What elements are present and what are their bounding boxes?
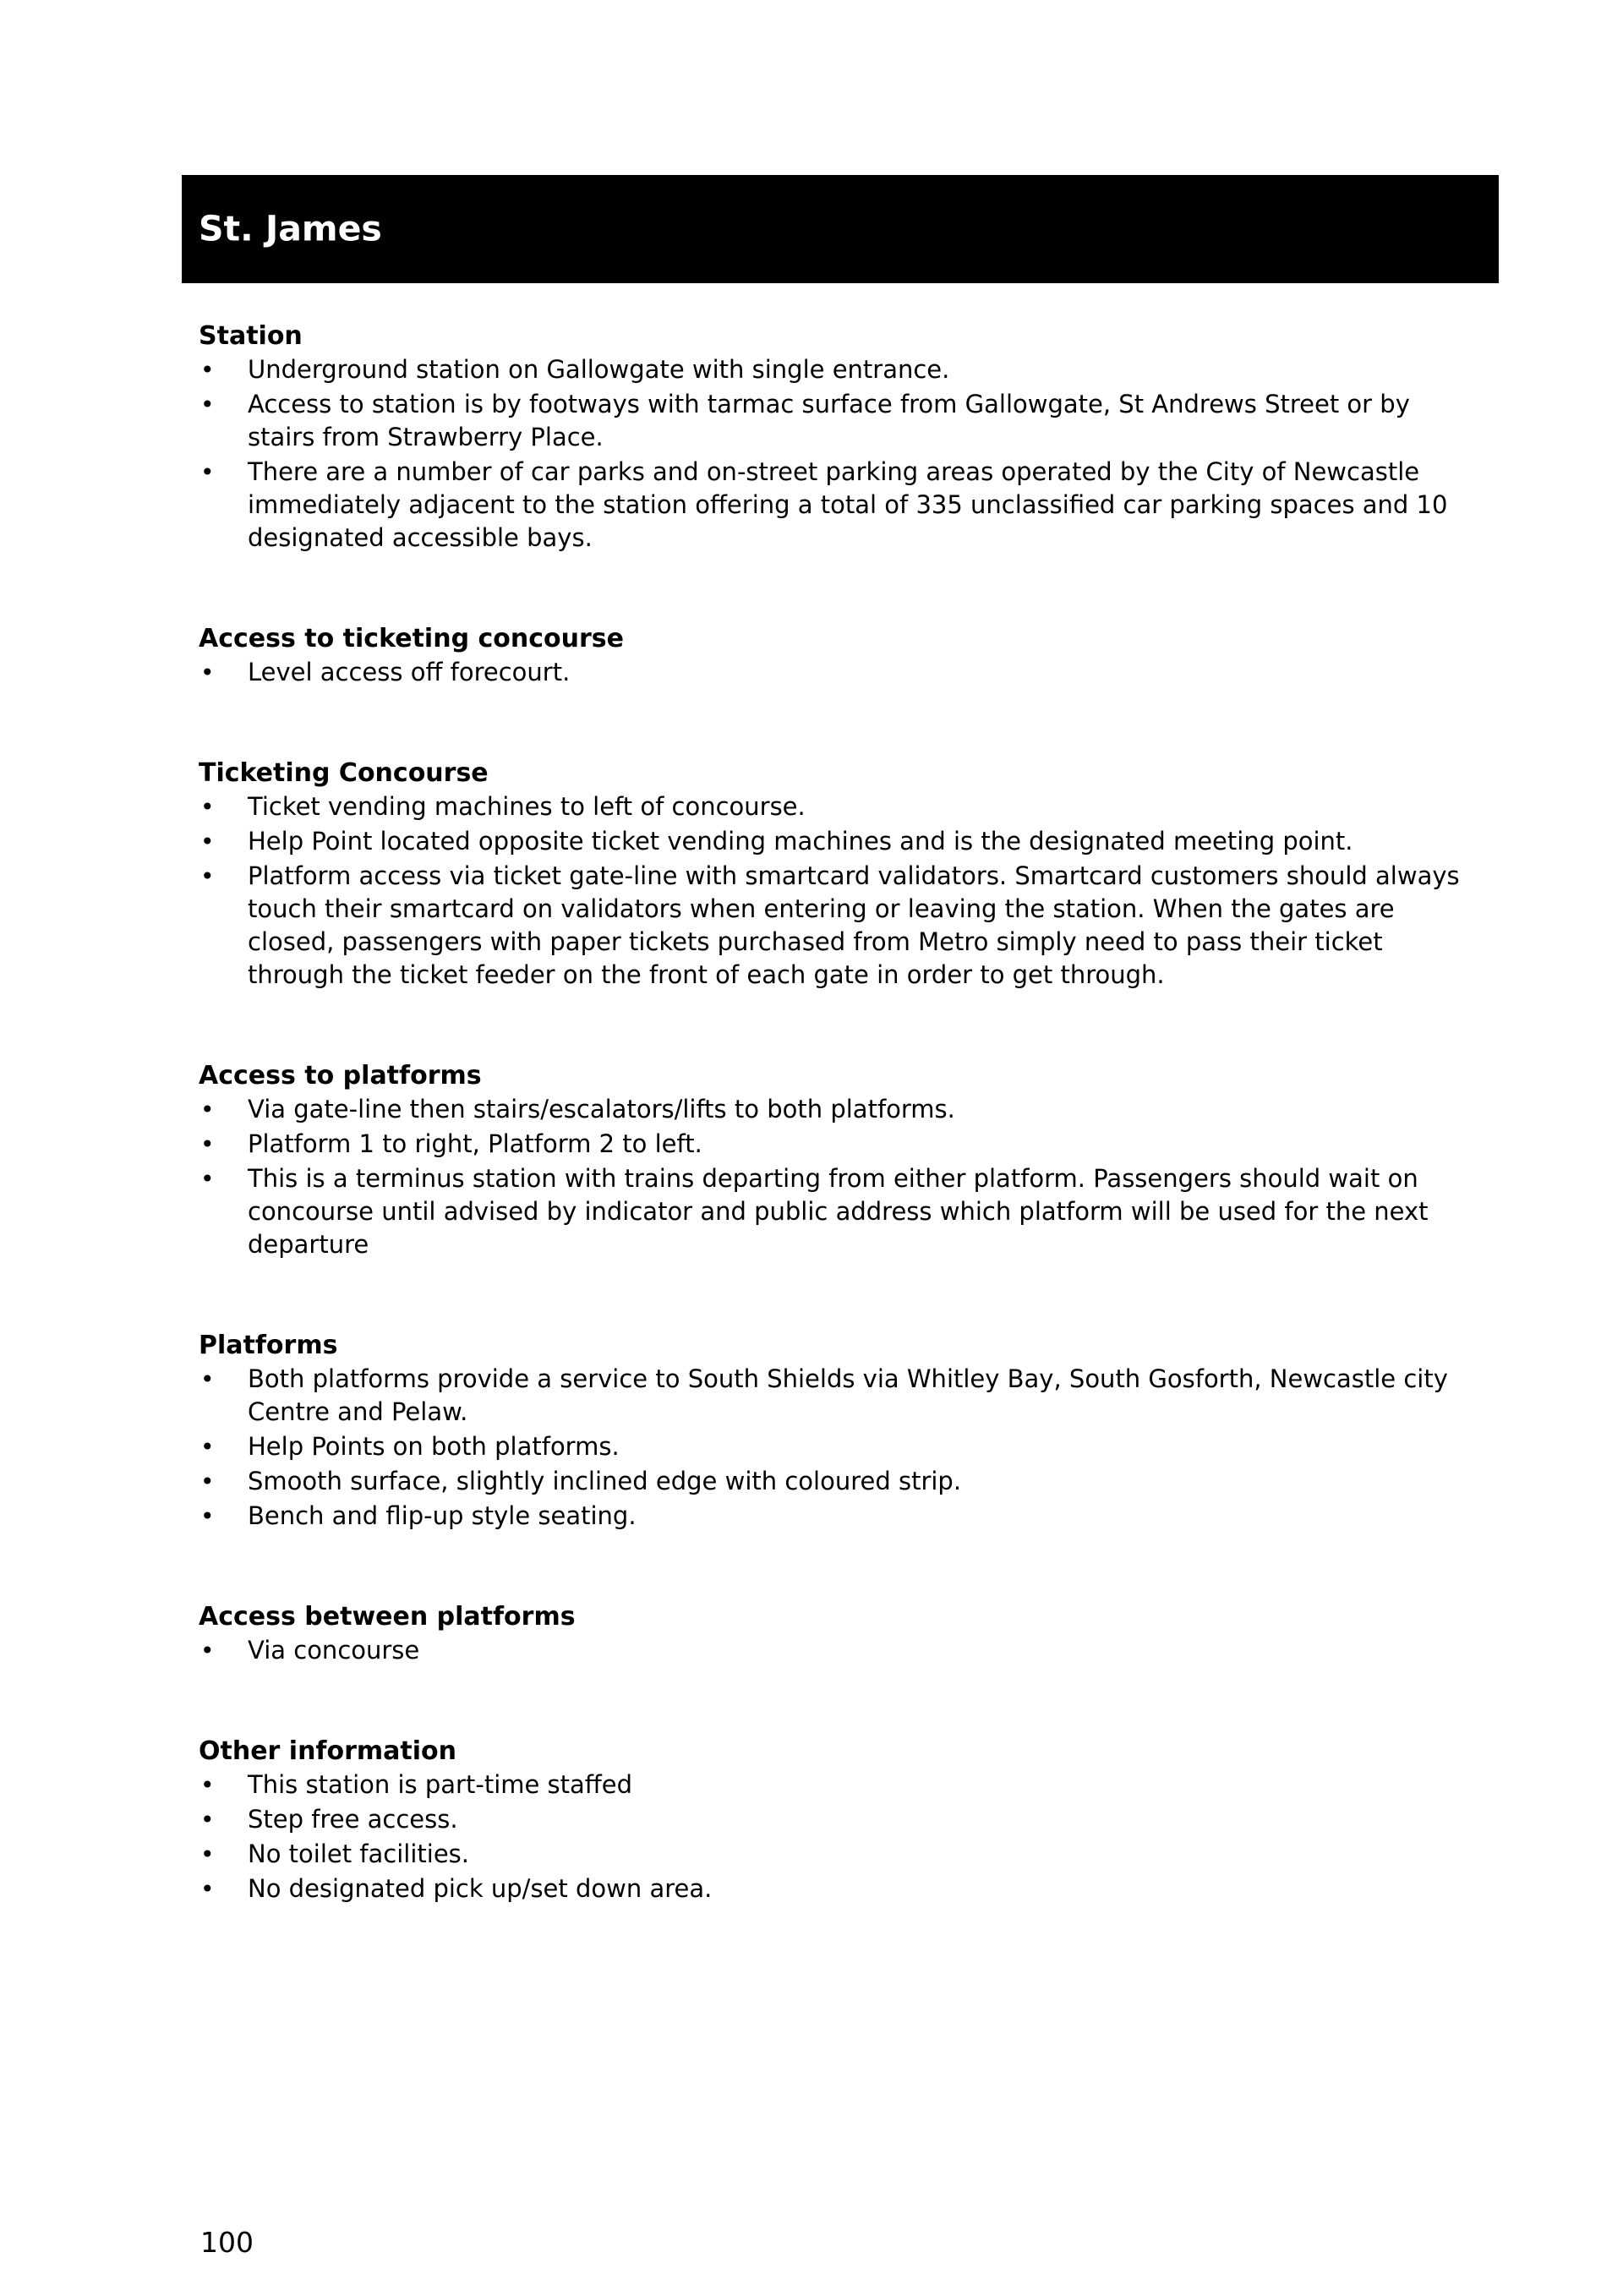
list-item: • Smooth surface, slightly inclined edge with coloured strip.: [199, 1465, 1484, 1498]
section-access-to-platforms: [199, 1059, 1484, 1261]
section-other-information: [199, 1735, 1484, 1905]
section-platforms: [199, 1329, 1484, 1533]
bullet-list: [199, 656, 1484, 689]
bullet-list: [199, 1768, 1484, 1905]
list-item: • Step free access.: [199, 1803, 1484, 1836]
document-body: [199, 320, 1484, 1973]
bullet-list: [199, 1363, 1484, 1533]
list-item: • This is a terminus station with trains departing from either platform. Passengers should wait on concourse until advised by indicator and public address which platform will be used for the next departure: [199, 1162, 1484, 1261]
list-item: • Underground station on Gallowgate with single entrance.: [199, 353, 1484, 386]
list-item: • This station is part-time staffed: [199, 1768, 1484, 1801]
list-item: • Access to station is by footways with tarmac surface from Gallowgate, St Andrews Street or by stairs from Strawberry Place.: [199, 388, 1484, 454]
section-heading: Access to platforms: [199, 1061, 482, 1091]
bullet-list: [199, 790, 1484, 992]
list-item: • Help Points on both platforms.: [199, 1430, 1484, 1463]
list-item: • Platform access via ticket gate-line with smartcard validators. Smartcard customers should always touch their smartcard on validators when entering or leaving the station. When the gates are closed, passengers with paper tickets purchased from Metro simply need to pass their ticket through the ticket feeder on the front of each gate in order to get through.: [199, 860, 1484, 992]
page-title: St. James: [199, 208, 382, 249]
list-item: • Ticket vending machines to left of concourse.: [199, 790, 1484, 823]
page-number: 100: [200, 2226, 254, 2259]
list-item: • Via gate-line then stairs/escalators/lifts to both platforms.: [199, 1093, 1484, 1126]
list-item: • Bench and flip-up style seating.: [199, 1500, 1484, 1533]
bullet-list: [199, 353, 1484, 555]
section-ticketing-concourse: [199, 757, 1484, 992]
title-bar: [182, 175, 1499, 283]
list-item: • No toilet facilities.: [199, 1838, 1484, 1871]
section-access-to-ticketing-concourse: [199, 622, 1484, 689]
list-item: • There are a number of car parks and on-street parking areas operated by the City of Newcastle immediately adjacent to the station offering a total of 335 unclassified car parking spaces and 10 designated accessible bays.: [199, 456, 1484, 555]
list-item: • Both platforms provide a service to South Shields via Whitley Bay, South Gosforth, Newcastle city Centre and Pelaw.: [199, 1363, 1484, 1429]
list-item: • Platform 1 to right, Platform 2 to left.: [199, 1128, 1484, 1161]
section-heading: Platforms: [199, 1331, 338, 1360]
section-heading: Access between platforms: [199, 1602, 576, 1632]
list-item: • Level access off forecourt.: [199, 656, 1484, 689]
bullet-list: [199, 1634, 1484, 1667]
list-item: • Help Point located opposite ticket vending machines and is the designated meeting point.: [199, 825, 1484, 858]
list-item: • Via concourse: [199, 1634, 1484, 1667]
section-station: [199, 320, 1484, 555]
section-heading: Ticketing Concourse: [199, 758, 489, 788]
bullet-list: [199, 1093, 1484, 1261]
section-heading: Other information: [199, 1736, 456, 1766]
list-item: • No designated pick up/set down area.: [199, 1872, 1484, 1905]
section-heading: Station: [199, 321, 303, 351]
section-access-between-platforms: [199, 1600, 1484, 1667]
section-heading: Access to ticketing concourse: [199, 624, 624, 653]
